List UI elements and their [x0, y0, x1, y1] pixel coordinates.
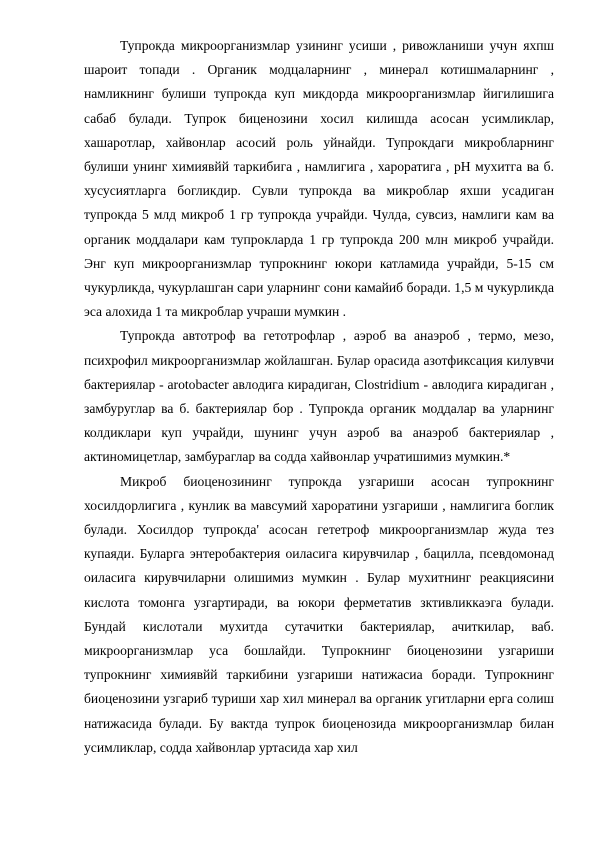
paragraph-microorganism-types: Тупрокда автотроф ва гетотрофлар , аэроб ва анаэроб , термо, мезо, психрофил микроорганизмлар жойлашган. Булар орасида азотфиксация килувчи бактериялар - arotobacter авлодига кирадиган, Clostridium - авлодига кирадиган , замбуруглар ва б. бактериялар бор . Тупрокда органик моддалар ва уларнинг колдиклари куп учрайди, шунинг учун аэроб ва анаэроб бактериялар , актиномицетлар, замбураглар ва содда хайвонлар учратишимиз мумкин.*: [84, 328, 554, 465]
paragraph-biocenosis-changes: Микроб биоценозининг тупрокда узгариши асосан тупрокнинг хосилдорлигига , кунлик ва мавсумий хароратини узгариши , намлигига боглик булади. Хосилдор тупрокда' асосан гететроф микроорганизмлар жуда тез купаяди. Буларга энтеробактерия оиласига кирувчилар , бацилла, псевдомонад оиласига кирувчиларни олишимиз мумкин . Булар мухитнинг реакциясини кислота томонга узгартиради, ва юкори ферметатив зктивликкаэга булади. Бундай кислотали мухитда сутачитки бактериялар, ачиткилар, ваб. микроорганизмлар уса бошлайди. Тупрокнинг биоценозини узгариши тупрокнинг химиявйй таркибини узгариши натижасиа боради. Тупрокнинг биоценозини узгариб туриши хар хил минерал ва органик угитларни ерга солиш натижасида булади. Бу вактда тупрок биоценозида микроорганизмлар билан усимликлар, содда хайвонлар уртасида хар хил: [84, 473, 554, 755]
paragraph-soil-microorganisms: Тупрокда микроорганизмлар узининг усиши , ривожланиши учун яхпш шароит топади . Органик модцаларнинг , минерал котишмаларнинг , намликнинг булиши тупрокда куп микдорда микроорганизмлар йигилишига сабаб булади. Тупрок биценозини хосил килишда асосан усимликлар, хашаротлар, хайвонлар асосий роль уйнайди. Тупрокдаги микробларнинг булиши унинг химиявйй таркибига , намлигига , хароратига , рН мухитга ва б. хусусиятларга богликдир. Сувли тупрокда ва микроблар яхши усадиган тупрокда 5 млд микроб 1 гр тупрокда учрайди. Чулда, сувсиз, намлиги кам ва органик моддалари кам тупрокларда 1 гр тупрокда 200 млн микроб учрайди. Энг куп микроорганизмлар тупрокнинг юкори катламида учрайди, 5-15 см чукурликда, чукурлашган сари уларнинг сони камайиб боради. 1,5 м чукурликда эса алохида 1 та микроблар учраши мумкин .: [84, 38, 554, 320]
document-page: [84, 34, 554, 760]
